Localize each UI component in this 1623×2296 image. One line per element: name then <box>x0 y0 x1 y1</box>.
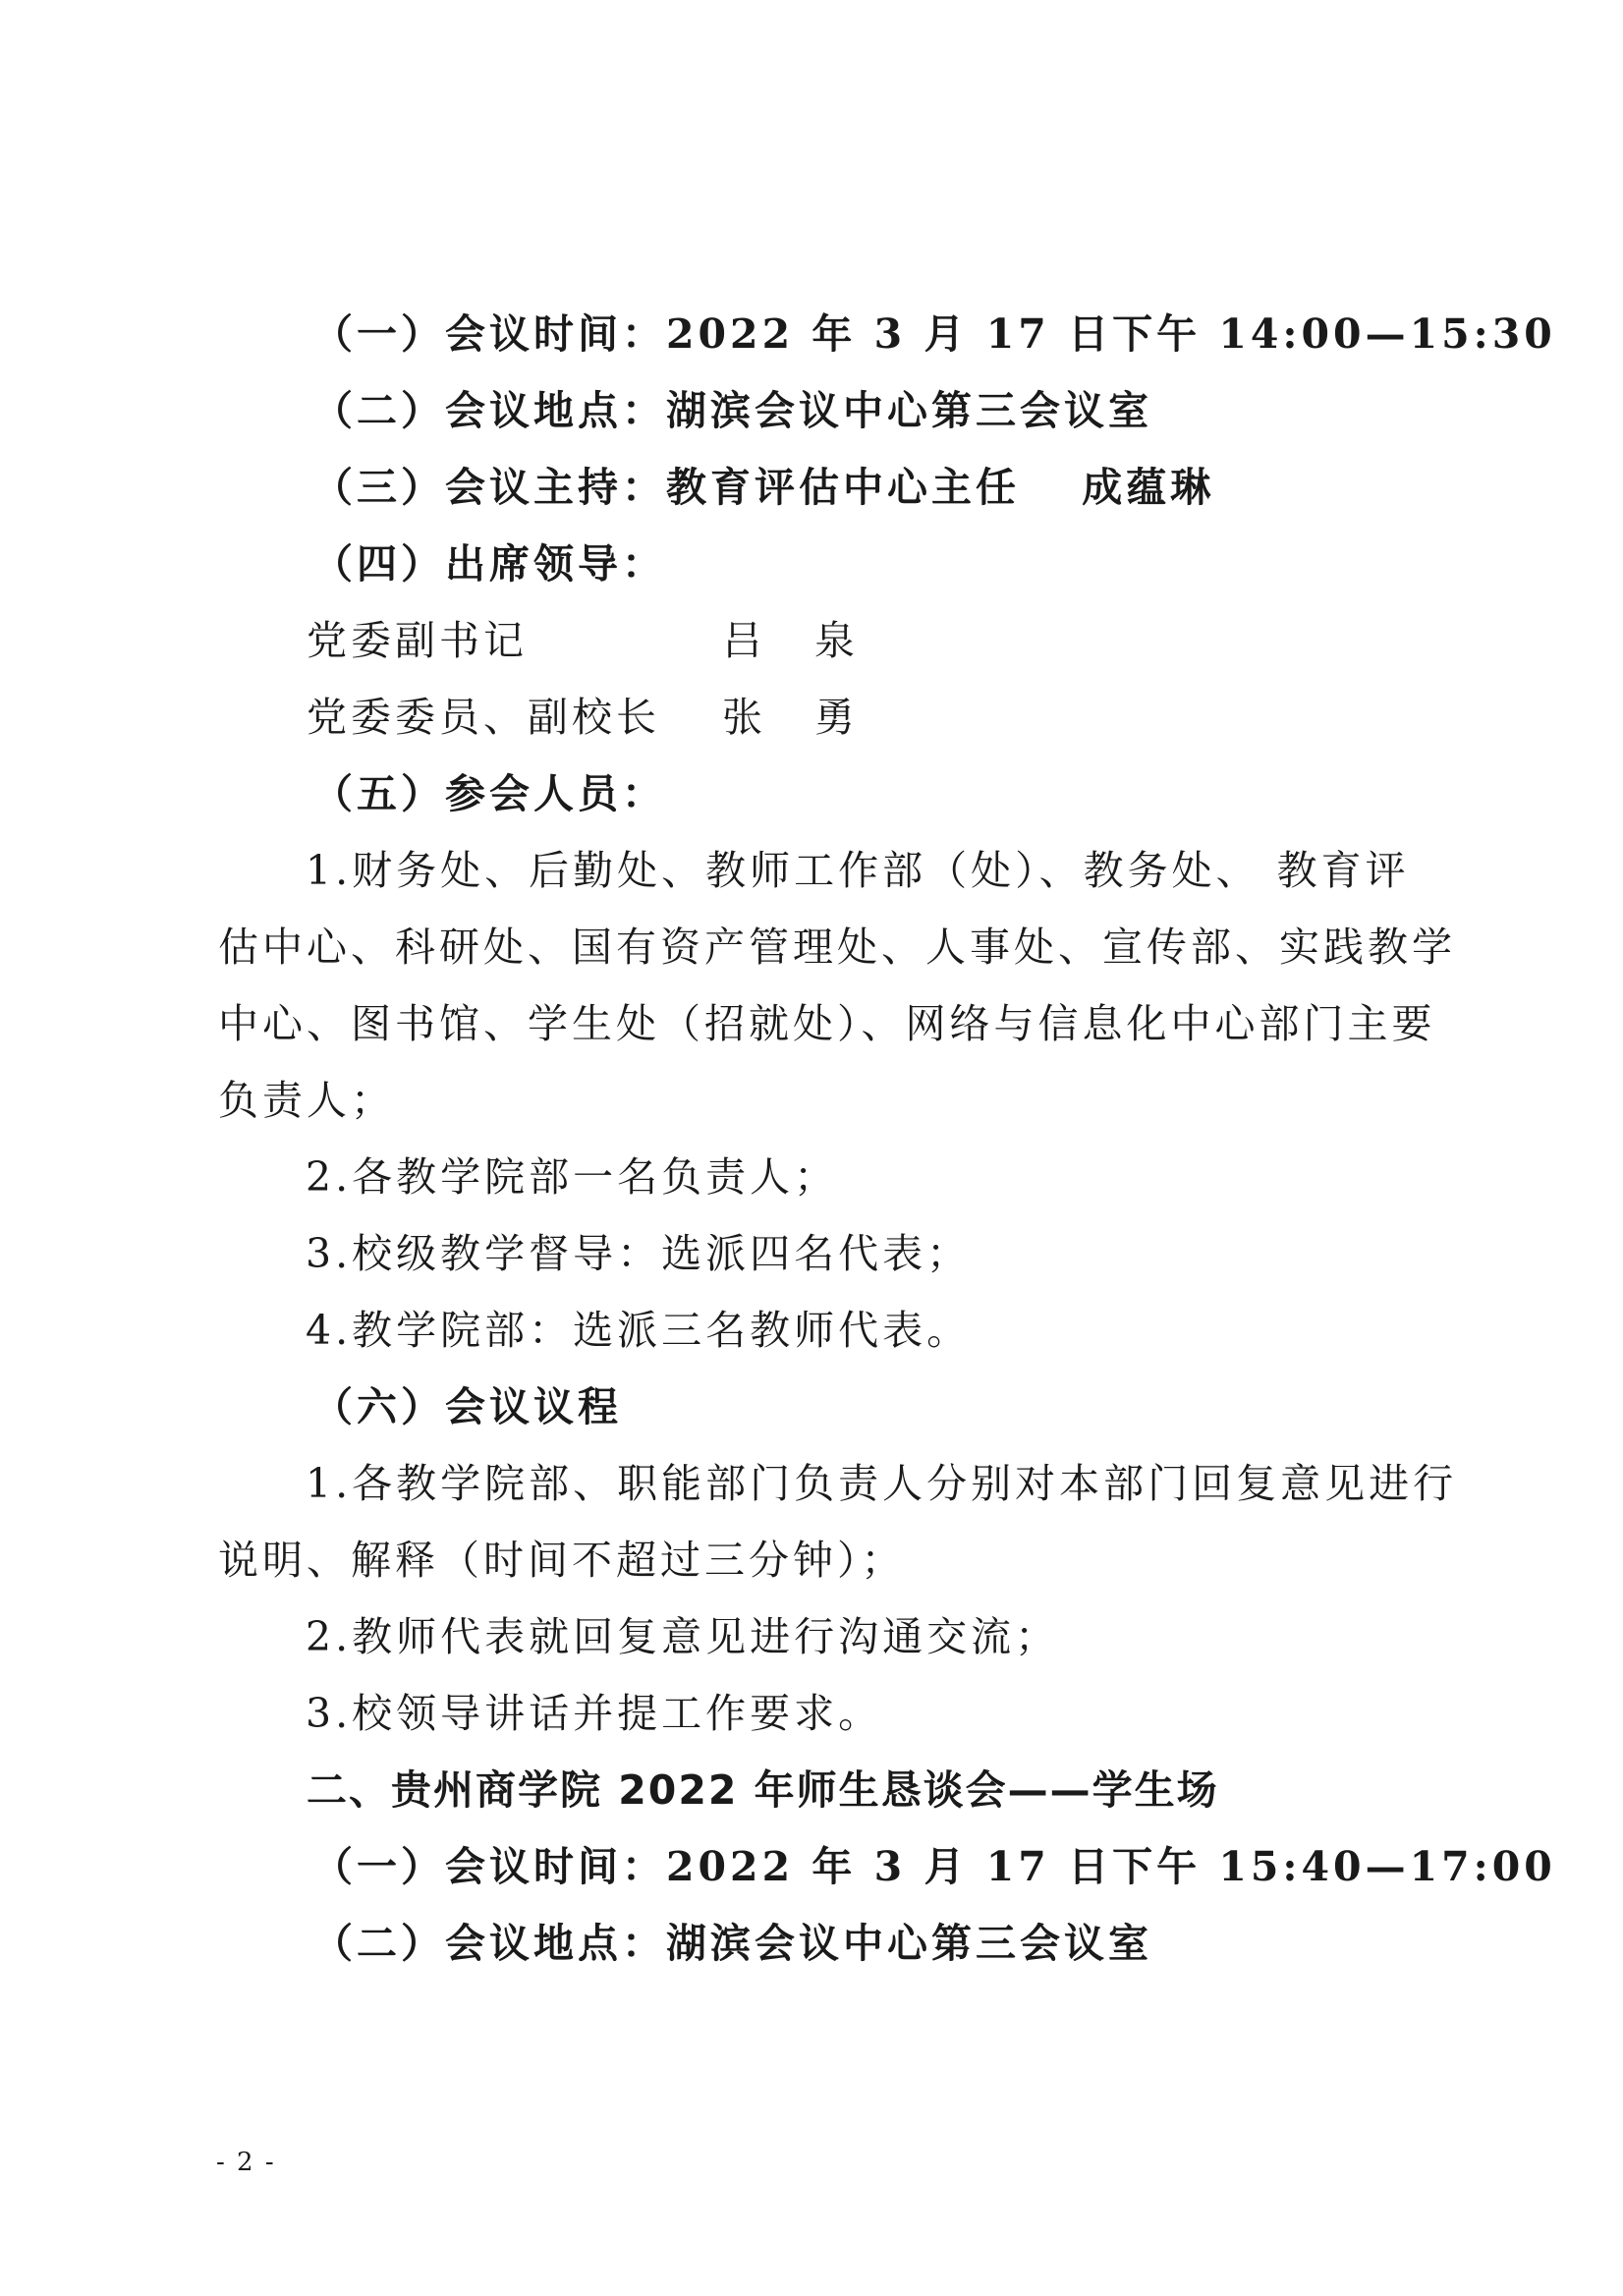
meeting-venue: （二）会议地点：湖滨会议中心第三会议室 <box>312 387 1152 434</box>
section-2-meeting-venue: （二）会议地点：湖滨会议中心第三会议室 <box>312 1920 1152 1967</box>
attendees-item-1-line: 中心、图书馆、学生处（招就处）、网络与信息化中心部门主要 <box>218 1000 1436 1047</box>
leader-name: 张 勇 <box>722 694 875 741</box>
agenda-item-2: 2.教师代表就回复意见进行沟通交流； <box>306 1613 1060 1660</box>
section-2-meeting-time: （一）会议时间：2022 年 3 月 17 日下午 15:40—17:00 <box>312 1843 1556 1890</box>
agenda-heading: （六）会议议程 <box>312 1383 622 1430</box>
attendees-item-1-line: 估中心、科研处、国有资产管理处、人事处、宣传部、实践教学 <box>218 924 1456 971</box>
meeting-time: （一）会议时间：2022 年 3 月 17 日下午 14:00—15:30 <box>312 310 1556 358</box>
attendees-item-3: 3.校级教学督导：选派四名代表； <box>306 1230 972 1277</box>
attendees-item-1-line: 负责人； <box>218 1077 395 1124</box>
meeting-host: （三）会议主持：教育评估中心主任 成蕴琳 <box>312 464 1215 511</box>
leaders-heading: （四）出席领导： <box>312 540 666 588</box>
page-number: - 2 - <box>216 2148 276 2177</box>
agenda-item-1-line: 说明、解释（时间不超过三分钟）； <box>218 1537 906 1584</box>
agenda-item-1-line: 1.各教学院部、职能部门负责人分别对本部门回复意见进行 <box>306 1460 1458 1507</box>
attendees-item-4: 4.教学院部：选派三名教师代表。 <box>306 1307 972 1354</box>
leader-title: 党委副书记 <box>307 617 528 664</box>
attendees-item-1-line: 1.财务处、后勤处、教师工作部（处）、教务处、 教育评 <box>306 847 1410 894</box>
leader-row <box>0 611 1623 670</box>
leader-name: 吕 泉 <box>722 617 875 664</box>
leader-title: 党委委员、副校长 <box>307 694 660 741</box>
leader-row <box>0 688 1623 747</box>
attendees-item-2: 2.各教学院部一名负责人； <box>306 1153 839 1201</box>
attendees-heading: （五）参会人员： <box>312 770 666 817</box>
agenda-item-3: 3.校领导讲话并提工作要求。 <box>306 1690 883 1737</box>
section-2-heading: 二、贵州商学院 2022 年师生恳谈会——学生场 <box>307 1766 1219 1814</box>
